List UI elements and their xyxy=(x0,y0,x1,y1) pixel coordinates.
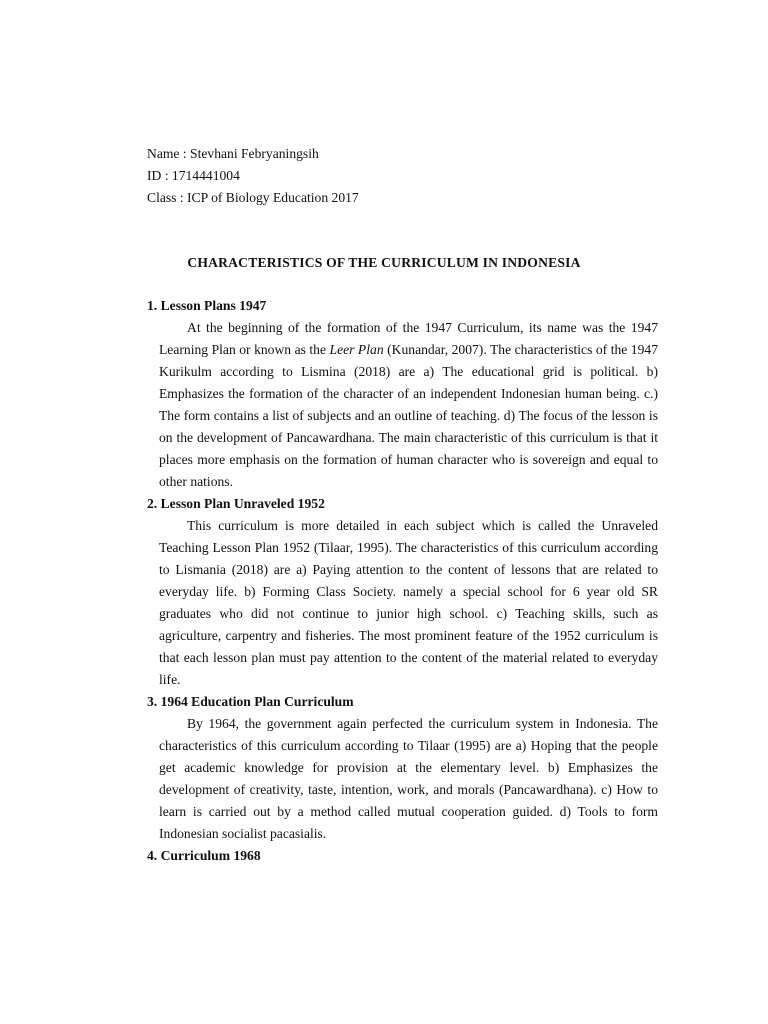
student-name: Name : Stevhani Febryaningsih xyxy=(147,146,319,161)
section-body-text: (Kunandar, 2007). The characteristics of the 1947 Kurikulm according to Lismina (2018) are a) The educational grid is political. b) Emphasizes the formation of the character of an independent Indonesian human being. c.) The form contains a list of subjects and an outline of teaching. d) The focus of the lesson is on the development of Pancawardhana. The main characteristic of this curriculum is that it places more emphasis on the formation of human character who is sovereign and equal to other nations. xyxy=(159,342,658,489)
section-heading: 3. 1964 Education Plan Curriculum xyxy=(147,694,354,709)
document-title: CHARACTERISTICS OF THE CURRICULUM IN INDONESIA xyxy=(187,255,581,270)
section-4 xyxy=(147,845,658,867)
sections xyxy=(147,295,658,867)
student-class: Class : ICP of Biology Education 2017 xyxy=(147,190,359,205)
section-body-italic: Leer Plan xyxy=(329,342,384,357)
section-1 xyxy=(147,295,658,493)
section-heading: 4. Curriculum 1968 xyxy=(147,848,261,863)
section-heading: 1. Lesson Plans 1947 xyxy=(147,298,267,313)
section-2 xyxy=(147,493,658,691)
section-body: This curriculum is more detailed in each subject which is called the Unraveled Teaching Lesson Plan 1952 (Tilaar, 1995). The characteristics of this curriculum according to Lismania (2018) are a) Paying attention to the content of lessons that are related to everyday life. b) Forming Class Society. namely a special school for 6 year old SR graduates who did not continue to junior high school. c) Teaching skills, such as agriculture, carpentry and fisheries. The most prominent feature of the 1952 curriculum is that each lesson plan must pay attention to the content of the material related to everyday life. xyxy=(159,518,658,687)
student-id: ID : 1714441004 xyxy=(147,168,240,183)
section-body xyxy=(159,317,658,493)
section-body: By 1964, the government again perfected the curriculum system in Indonesia. The characteristics of this curriculum according to Tilaar (1995) are a) Hoping that the people get academic knowledge for provision at the elementary level. b) Emphasizes the development of creativity, taste, intention, work, and morals (Pancawardhana). c) How to learn is carried out by a method called mutual cooperation guided. d) Tools to form Indonesian socialist pacasialis. xyxy=(159,716,658,841)
student-info xyxy=(147,143,359,209)
section-body-text: At the beginning of the formation of the 1947 Curriculum, its name was the 1947 Learning Plan or known as the xyxy=(159,320,658,357)
section-heading: 2. Lesson Plan Unraveled 1952 xyxy=(147,496,325,511)
section-3 xyxy=(147,691,658,845)
